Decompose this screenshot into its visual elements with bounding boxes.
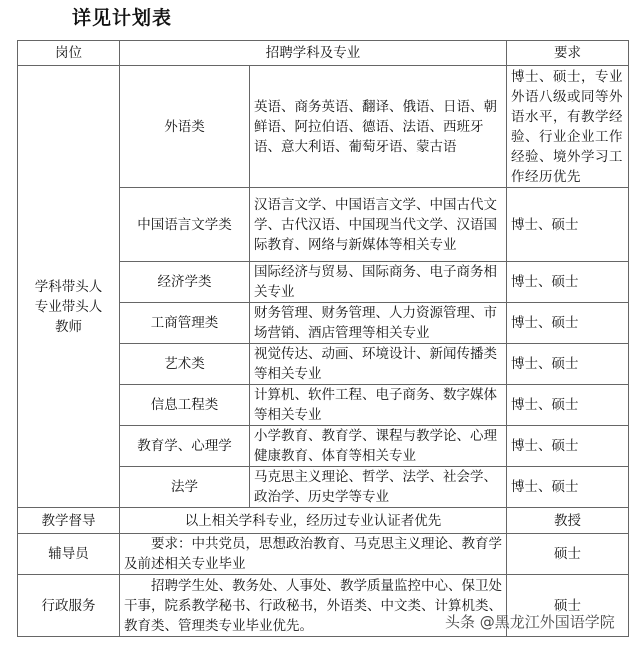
- requirement-cell: 硕士: [507, 575, 629, 637]
- category-cell: 工商管理类: [120, 303, 250, 344]
- requirement-cell: 博士、硕士: [507, 188, 629, 262]
- page-title: 详见计划表: [72, 7, 173, 29]
- table-row: [18, 66, 629, 188]
- majors-cell: 汉语言文学、中国语言文学、中国古代文学、古代汉语、中国现当代文学、汉语国际教育、网络与新媒体等相关专业: [250, 188, 507, 262]
- majors-cell: 小学教育、教育学、课程与教学论、心理健康教育、体育等相关专业: [250, 426, 507, 467]
- requirement-cell: 硕士: [507, 534, 629, 575]
- header-requirements: 要求: [507, 41, 629, 66]
- header-majors: 招聘学科及专业: [120, 41, 507, 66]
- position-cell: 辅导员: [18, 534, 120, 575]
- requirement-cell: 博士、硕士: [507, 467, 629, 508]
- majors-cell: 财务管理、财务管理、人力资源管理、市场营销、酒店管理等相关专业: [250, 303, 507, 344]
- position-cell: 学科带头人 专业带头人 教师: [18, 66, 120, 508]
- majors-cell: 招聘学生处、教务处、人事处、教学质量监控中心、保卫处干事，院系教学秘书、行政秘书，外语类、中文类、计算机类、教育类、管理类专业毕业优先。: [120, 575, 507, 637]
- requirement-cell: 博士、硕士: [507, 385, 629, 426]
- majors-cell: 英语、商务英语、翻译、俄语、日语、朝鲜语、阿拉伯语、德语、法语、西班牙语、意大利语、葡萄牙语、蒙古语: [250, 66, 507, 188]
- requirement-cell: 博士、硕士: [507, 344, 629, 385]
- requirement-cell: 博士、硕士: [507, 303, 629, 344]
- category-cell: 艺术类: [120, 344, 250, 385]
- category-cell: 信息工程类: [120, 385, 250, 426]
- table-row: [18, 508, 629, 534]
- requirement-cell: 教授: [507, 508, 629, 534]
- majors-cell: 要求：中共党员，思想政治教育、马克思主义理论、教育学及前述相关专业毕业: [120, 534, 507, 575]
- majors-cell: 国际经济与贸易、国际商务、电子商务相关专业: [250, 262, 507, 303]
- requirement-cell: 博士、硕士: [507, 262, 629, 303]
- requirement-cell: 博士、硕士，专业外语八级或同等外语水平，有教学经验、行业企业工作经验、境外学习工作经历优先: [507, 66, 629, 188]
- table-row: [18, 534, 629, 575]
- category-cell: 法学: [120, 467, 250, 508]
- majors-cell: 马克思主义理论、哲学、法学、社会学、政治学、历史学等专业: [250, 467, 507, 508]
- category-cell: 中国语言文学类: [120, 188, 250, 262]
- recruitment-table: [17, 40, 629, 637]
- requirement-cell: 博士、硕士: [507, 426, 629, 467]
- majors-cell: 视觉传达、动画、环境设计、新闻传播类等相关专业: [250, 344, 507, 385]
- watermark: 头条 @黑龙江外国语学院: [445, 613, 615, 631]
- position-cell: 行政服务: [18, 575, 120, 637]
- header-row: [18, 41, 629, 66]
- category-cell: 外语类: [120, 66, 250, 188]
- position-cell: 教学督导: [18, 508, 120, 534]
- category-cell: 经济学类: [120, 262, 250, 303]
- category-cell: 教育学、心理学: [120, 426, 250, 467]
- header-position: 岗位: [18, 41, 120, 66]
- majors-cell: 计算机、软件工程、电子商务、数字媒体等相关专业: [250, 385, 507, 426]
- majors-cell: 以上相关学科专业，经历过专业认证者优先: [120, 508, 507, 534]
